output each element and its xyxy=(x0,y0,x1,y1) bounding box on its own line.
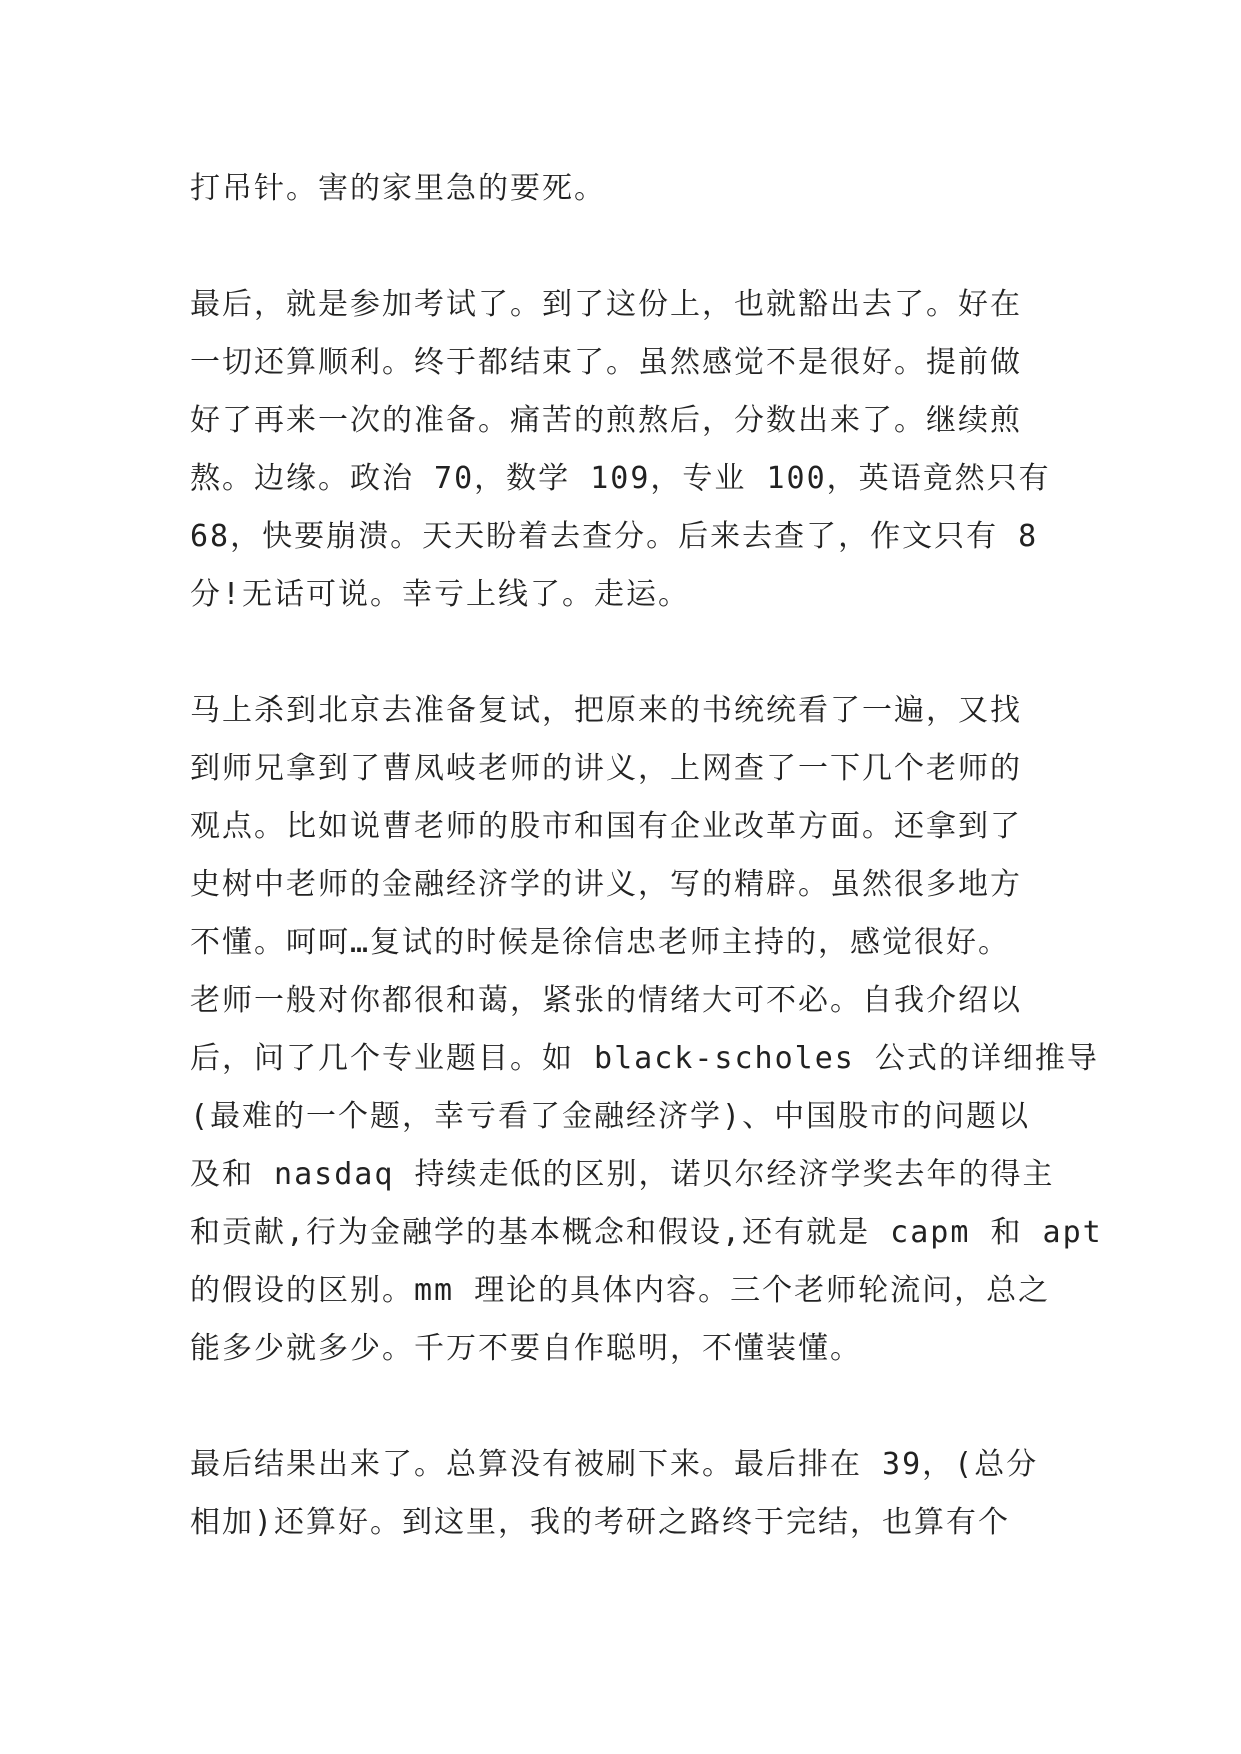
text-line: 和贡献,行为金融学的基本概念和假设,还有就是 capm 和 apt xyxy=(190,1215,1103,1250)
text-line: 马上杀到北京去准备复试，把原来的书统统看了一遍，又找 xyxy=(190,693,1022,728)
text-line: (最难的一个题，幸亏看了金融经济学)、中国股市的问题以 xyxy=(190,1099,1031,1134)
text-line: 相加)还算好。到这里，我的考研之路终于完结，也算有个 xyxy=(190,1505,1011,1540)
text-line: 最后结果出来了。总算没有被刷下来。最后排在 39，(总分 xyxy=(190,1447,1039,1482)
text-line: 分!无话可说。幸亏上线了。走运。 xyxy=(190,577,691,612)
document-body xyxy=(190,160,1103,1552)
text-line: 老师一般对你都很和蔼，紧张的情绪大可不必。自我介绍以 xyxy=(190,983,1022,1018)
paragraph-gap xyxy=(190,1378,1090,1436)
text-line: 不懂。呵呵…复试的时候是徐信忠老师主持的，感觉很好。 xyxy=(190,925,1011,960)
text-line: 好了再来一次的准备。痛苦的煎熬后，分数出来了。继续煎 xyxy=(190,403,1022,438)
paragraph xyxy=(190,160,1090,218)
paragraph xyxy=(190,682,1103,1378)
text-line: 到师兄拿到了曹凤岐老师的讲义，上网查了一下几个老师的 xyxy=(190,751,1022,786)
text-line: 的假设的区别。mm 理论的具体内容。三个老师轮流问，总之 xyxy=(190,1273,1051,1308)
paragraph xyxy=(190,276,1090,624)
paragraph-gap xyxy=(190,218,1090,276)
text-line: 最后，就是参加考试了。到了这份上，也就豁出去了。好在 xyxy=(190,287,1022,322)
text-line: 68，快要崩溃。天天盼着去查分。后来去查了，作文只有 8 xyxy=(190,519,1039,554)
paragraph xyxy=(190,1436,1090,1552)
text-line: 及和 nasdaq 持续走低的区别，诺贝尔经济学奖去年的得主 xyxy=(190,1157,1055,1192)
text-line: 一切还算顺利。终于都结束了。虽然感觉不是很好。提前做 xyxy=(190,345,1022,380)
paragraph-gap xyxy=(190,624,1090,682)
text-line: 观点。比如说曹老师的股市和国有企业改革方面。还拿到了 xyxy=(190,809,1022,844)
text-line: 史树中老师的金融经济学的讲义，写的精辟。虽然很多地方 xyxy=(190,867,1022,902)
text-line: 后，问了几个专业题目。如 black-scholes 公式的详细推导 xyxy=(190,1041,1099,1076)
text-line: 打吊针。害的家里急的要死。 xyxy=(190,171,606,206)
text-line: 能多少就多少。千万不要自作聪明，不懂装懂。 xyxy=(190,1331,862,1366)
text-line: 熬。边缘。政治 70，数学 109，专业 100，英语竟然只有 xyxy=(190,461,1051,496)
